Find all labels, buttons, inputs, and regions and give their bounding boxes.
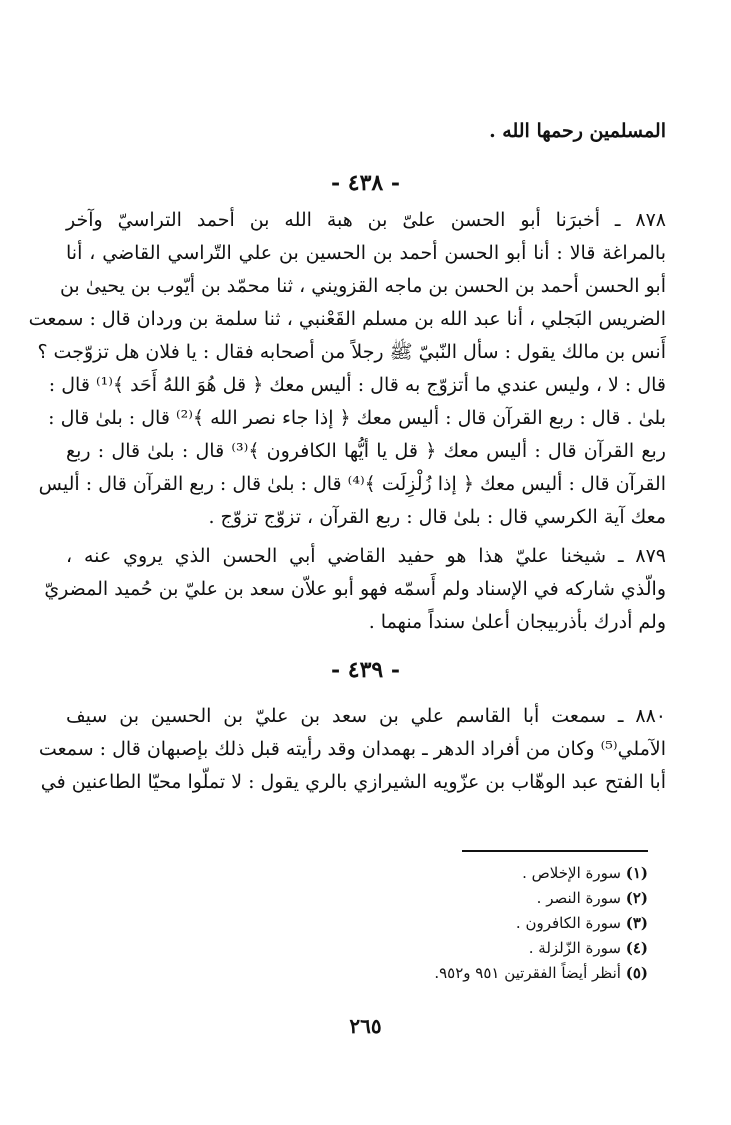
opening-line: المسلمين رحمها الله . <box>489 120 666 142</box>
footnote-text: سورة الإخلاص . <box>522 864 621 882</box>
entry-878-line: بالمراغة قالا : أنا أبو الحسن أحمد بن الحسين بن علي التّراسي القاضي ، أنا <box>66 242 666 264</box>
entry-879-line: ٨٧٩ ـ شيخنا عليّ هذا هو حفيد القاضي أبي الحسن الذي يروي عنه ، <box>66 545 666 567</box>
footnote-number: (٣) <box>625 914 648 932</box>
page-number: ٢٦٥ <box>349 1014 382 1038</box>
footnote-text: سورة النصر . <box>536 889 621 907</box>
footnote <box>300 862 648 884</box>
entry-880-line: الآملي⁽⁵⁾ وكان من أفراد الدهر ـ بهمدان وقد رأيته قبل ذلك بإصبهان قال : سمعت <box>38 738 666 760</box>
entry-878-line: قال : لا ، وليس عندي ما أتزوّج به قال : أليس معك ﴿ قل هُوَ اللهُ أَحَد ﴾⁽¹⁾ قال : <box>48 374 666 396</box>
footnote <box>300 912 648 934</box>
footnote <box>300 937 648 959</box>
entry-878-line: القرآن قال : أليس معك ﴿ إذا زُلْزِلَت ﴾⁽⁴⁾ قال : بلىٰ قال : ربع القرآن قال : أليس <box>38 473 666 495</box>
entry-878-line: الضريس البَجلي ، أنا عبد الله بن مسلم القَعْنبي ، ثنا سلمة بن وردان قال : سمعت <box>28 308 666 330</box>
entry-878-line: ربع القرآن قال : أليس معك ﴿ قل يا أيُّها الكافرون ﴾⁽³⁾ قال : بلىٰ قال : ربع <box>66 440 666 462</box>
entry-880-line: ٨٨٠ ـ سمعت أبا القاسم علي بن سعد بن عليّ بن الحسين بن سيف <box>66 705 666 727</box>
section-heading-439: - ٤٣٩ - <box>330 657 401 683</box>
footnote <box>300 887 648 909</box>
footnote-number: (٥) <box>625 964 648 982</box>
footnote-text: سورة الزّلزلة . <box>528 939 621 957</box>
section-heading-438: - ٤٣٨ - <box>330 170 401 196</box>
entry-880-line: أبا الفتح عبد الوهّاب بن عزّويه الشيرازي بالري يقول : لا تملّوا محيّا الطاعنين في <box>40 771 666 793</box>
footnote-number: (٤) <box>625 939 648 957</box>
footnote-divider <box>462 850 648 852</box>
entry-878-line: أبو الحسن أحمد بن الحسن بن ماجه القزويني ، ثنا محمّد بن أيّوب بن يحيىٰ بن <box>59 275 666 297</box>
entry-878-line: ٨٧٨ ـ أخبرَنا أبو الحسن علىّ بن هبة الله بن أحمد التراسيّ وآخر <box>66 209 666 231</box>
entry-878-line: أَنس بن مالك يقول : سأل النّبيّ ﷺ رجلاً من أصحابه فقال : يا فلان هل تزوّجت ؟ <box>37 341 666 363</box>
entry-878-line: معك آية الكرسي قال : بلىٰ قال : ربع القرآن ، تزوّج تزوّج . <box>208 506 666 528</box>
entry-878-line: بلىٰ . قال : ربع القرآن قال : أليس معك ﴿ إذا جاء نصر الله ﴾⁽²⁾ قال : بلىٰ قال : <box>48 407 666 429</box>
footnote-number: (٢) <box>625 889 648 907</box>
footnote <box>300 962 648 984</box>
footnote-text: أنظر أيضاً الفقرتين ٩٥١ و٩٥٢. <box>434 964 621 982</box>
entry-879-line: والّذي شاركه في الإسناد ولم أَسمّه فهو أبو علاّن سعد بن عليّ بن حُميد المضريّ <box>44 578 666 600</box>
footnote-number: (١) <box>625 864 648 882</box>
footnote-text: سورة الكافرون . <box>515 914 621 932</box>
entry-879-line: ولم أدرك بأذربيجان أعلىٰ سنداً منهما . <box>368 611 666 633</box>
